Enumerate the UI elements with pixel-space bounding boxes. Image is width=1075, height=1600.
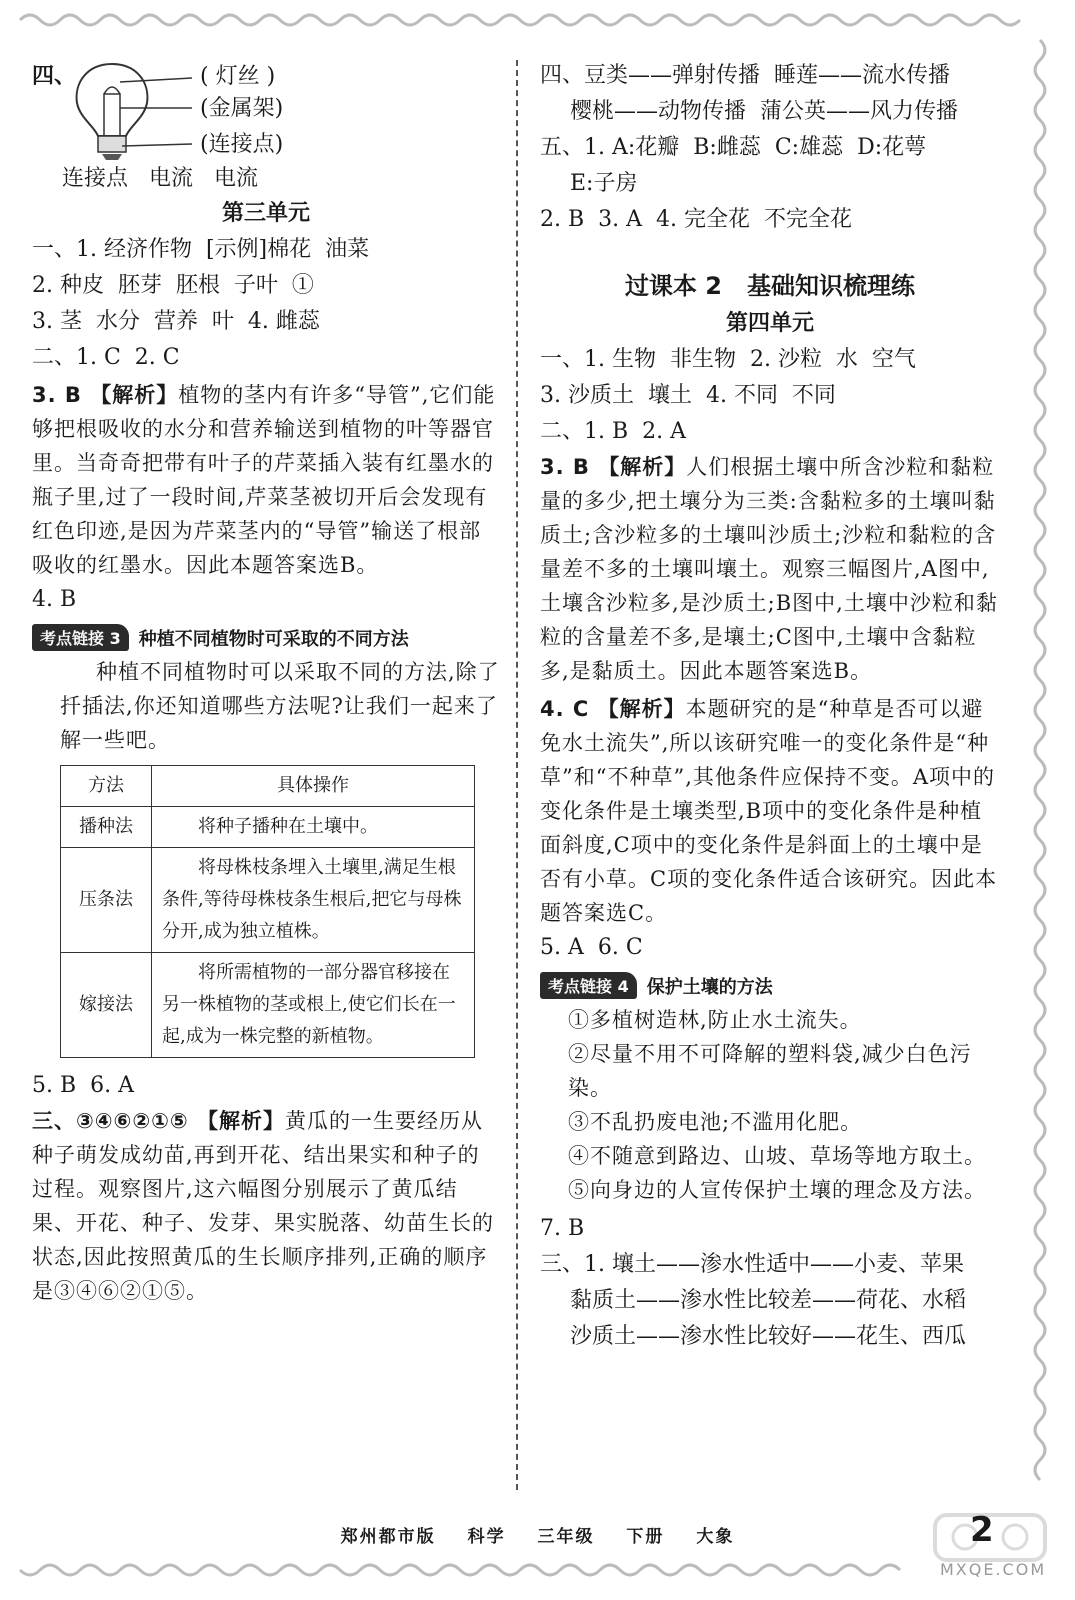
q5-line1: 五、1. A:花瓣 B:雌蕊 C:雄蕊 D:花萼: [540, 135, 927, 160]
bulb-label-metal-frame: (金属架): [200, 96, 284, 121]
table-cell-method: 播种法: [61, 807, 152, 848]
bulb-diagram: [32, 58, 500, 162]
watermark-text: MXQE.COM: [940, 1560, 1047, 1579]
footer-volume: 下册: [626, 1527, 665, 1547]
link4-title: 保护土壤的方法: [646, 976, 773, 998]
table-cell-method: 压条法: [61, 848, 152, 953]
table-cell-operation: 将所需植物的一部分器官移接在另一株植物的茎或根上,使它们长在一起,成为一株完整的新植物。: [152, 953, 475, 1058]
q4-line2: 樱桃——动物传播 蒲公英——风力传播: [570, 99, 958, 124]
u4-q2-4: [540, 692, 1000, 930]
u4-q2-4-text: 本题研究的是“种草是否可以避免水土流失”,所以该研究唯一的变化条件是“种草”和“不种草”,其他条件应保持不变。A项中的变化条件是土壤类型,B项中的变化条件是种植面斜度,C项中的变化条件是斜面上的土壤中是否有小草。C项的变化条件适合该研究。因此本题答案选C。: [540, 697, 998, 925]
q5-line3: 2. B 3. A 4. 完全花 不完全花: [540, 207, 852, 232]
link4-item: ③不乱扔废电池;不滥用化肥。: [568, 1110, 863, 1134]
u3-q2-56: 5. B 6. A: [32, 1073, 135, 1098]
u3-q3-head: 三、③④⑥②①⑤ 【解析】: [32, 1109, 285, 1133]
u3-q1-line2: 2. 种皮 胚芽 胚根 子叶 ①: [32, 273, 314, 298]
book2-title: 过课本 2 基础知识梳理练: [624, 272, 916, 300]
bulb-label-filament: ( 灯丝 ): [200, 64, 276, 89]
u4-q2-3-head: 3. B 【解析】: [540, 455, 687, 479]
table-cell-operation: 将种子播种在土壤中。: [152, 807, 475, 848]
column-divider: [516, 60, 518, 1490]
methods-table: [60, 765, 475, 1058]
u3-q2-3-head: 3. B 【解析】: [32, 383, 179, 407]
right-column: [540, 58, 1000, 1355]
u3-q1-line1: 一、1. 经济作物 [示例]棉花 油菜: [32, 237, 370, 262]
link3-title: 种植不同植物时可采取的不同方法: [138, 628, 409, 650]
u4-q1-line2: 3. 沙质土 壤土 4. 不同 不同: [540, 383, 836, 408]
table-cell-operation: 将母株枝条埋入土壤里,满足生根条件,等待母株枝条生根后,把它与母株分开,成为独立植株。: [152, 848, 475, 953]
link4-header: [540, 972, 1000, 999]
u3-q2-4: 4. B: [32, 587, 77, 612]
table-row: [61, 848, 475, 953]
u4-q2-7: 7. B: [540, 1216, 585, 1241]
table-cell-method: 嫁接法: [61, 953, 152, 1058]
table-header-operation: 具体操作: [152, 766, 475, 807]
table-header-row: [61, 766, 475, 807]
unit3-title: 第三单元: [221, 201, 310, 226]
u4-q2-4-head: 4. C 【解析】: [540, 697, 686, 721]
link3-intro: 种植不同植物时可以采取不同的方法,除了扦插法,你还知道哪些方法呢?让我们一起来了解一些吧。: [60, 660, 500, 752]
link3-tag: 考点链接 3: [32, 624, 129, 651]
footer-edition: 郑州都市版: [340, 1527, 436, 1547]
page-footer: [0, 1522, 1075, 1547]
footer-grade: 三年级: [537, 1527, 595, 1547]
left-column: [32, 58, 500, 1308]
u4-q3-line1: 三、1. 壤土——渗水性适中——小麦、苹果: [540, 1252, 964, 1277]
link4-item: ⑤向身边的人宣传保护土壤的理念及方法。: [568, 1178, 986, 1202]
link3-header: [32, 624, 500, 651]
q5-line2: E:子房: [570, 171, 638, 196]
bulb-label-contact-point: (连接点): [200, 132, 284, 157]
table-row: [61, 807, 475, 848]
bulb-answer: 连接点 电流 电流: [62, 166, 258, 191]
u3-q2-3-text: 植物的茎内有许多“导管”,它们能够把根吸收的水分和营养输送到植物的叶等器官里。当奇奇把带有叶子的芹菜插入装有红墨水的瓶子里,过了一段时间,芹菜茎被切开后会发现有红色印迹,是因为芹菜茎内的“导管”输送了根部吸收的红墨水。因此本题答案选B。: [32, 383, 496, 577]
u3-q3: [32, 1104, 500, 1308]
footer-publisher: 大象: [696, 1527, 735, 1547]
table-header-method: 方法: [61, 766, 152, 807]
u3-q1-line3: 3. 茎 水分 营养 叶 4. 雌蕊: [32, 309, 320, 334]
unit4-title: 第四单元: [725, 311, 814, 336]
u3-q3-text: 黄瓜的一生要经历从种子萌发成幼苗,再到开花、结出果实和种子的过程。观察图片,这六幅图分别展示了黄瓜结果、开花、种子、发芽、果实脱落、幼苗生长的状态,因此按照黄瓜的生长顺序排列,正确的顺序是③④⑥②①⑤。: [32, 1109, 494, 1303]
link4-item: ④不随意到路边、山坡、草场等地方取土。: [568, 1144, 986, 1168]
link4-item: ①多植树造林,防止水土流失。: [568, 1008, 862, 1032]
page-number: 2: [970, 1510, 994, 1550]
link4-tag: 考点链接 4: [540, 972, 637, 999]
light-bulb-icon: [72, 58, 212, 162]
q4-line1: 四、豆类——弹射传播 睡莲——流水传播: [540, 63, 950, 88]
section-four-label: 四、: [32, 64, 77, 89]
u4-q1-line1: 一、1. 生物 非生物 2. 沙粒 水 空气: [540, 347, 916, 372]
link4-item: ②尽量不用不可降解的塑料袋,减少白色污染。: [568, 1042, 972, 1100]
u4-q3-line3: 沙质土——渗水性比较好——花生、西瓜: [570, 1324, 967, 1349]
table-row: [61, 953, 475, 1058]
u4-q2-56: 5. A 6. C: [540, 935, 643, 960]
u4-q2-3: [540, 450, 1000, 688]
u3-q2-3: [32, 378, 500, 582]
u4-q2-3-text: 人们根据土壤中所含沙粒和黏粒量的多少,把土壤分为三类:含黏粒多的土壤叫黏质土;含沙粒多的土壤叫沙质土;沙粒和黏粒的含量差不多的土壤叫壤土。观察三幅图片,A图中,土壤含沙粒多,是沙质土;B图中,土壤中沙粒和黏粒的含量差不多,是壤土;C图中,土壤中含黏粒多,是黏质土。因此本题答案选B。: [540, 455, 998, 683]
u4-q2-1: 二、1. B 2. A: [540, 419, 687, 444]
u3-q2-1: 二、1. C 2. C: [32, 345, 180, 370]
footer-subject: 科学: [467, 1527, 506, 1547]
u4-q3-line2: 黏质土——渗水性比较差——荷花、水稻: [570, 1288, 967, 1313]
